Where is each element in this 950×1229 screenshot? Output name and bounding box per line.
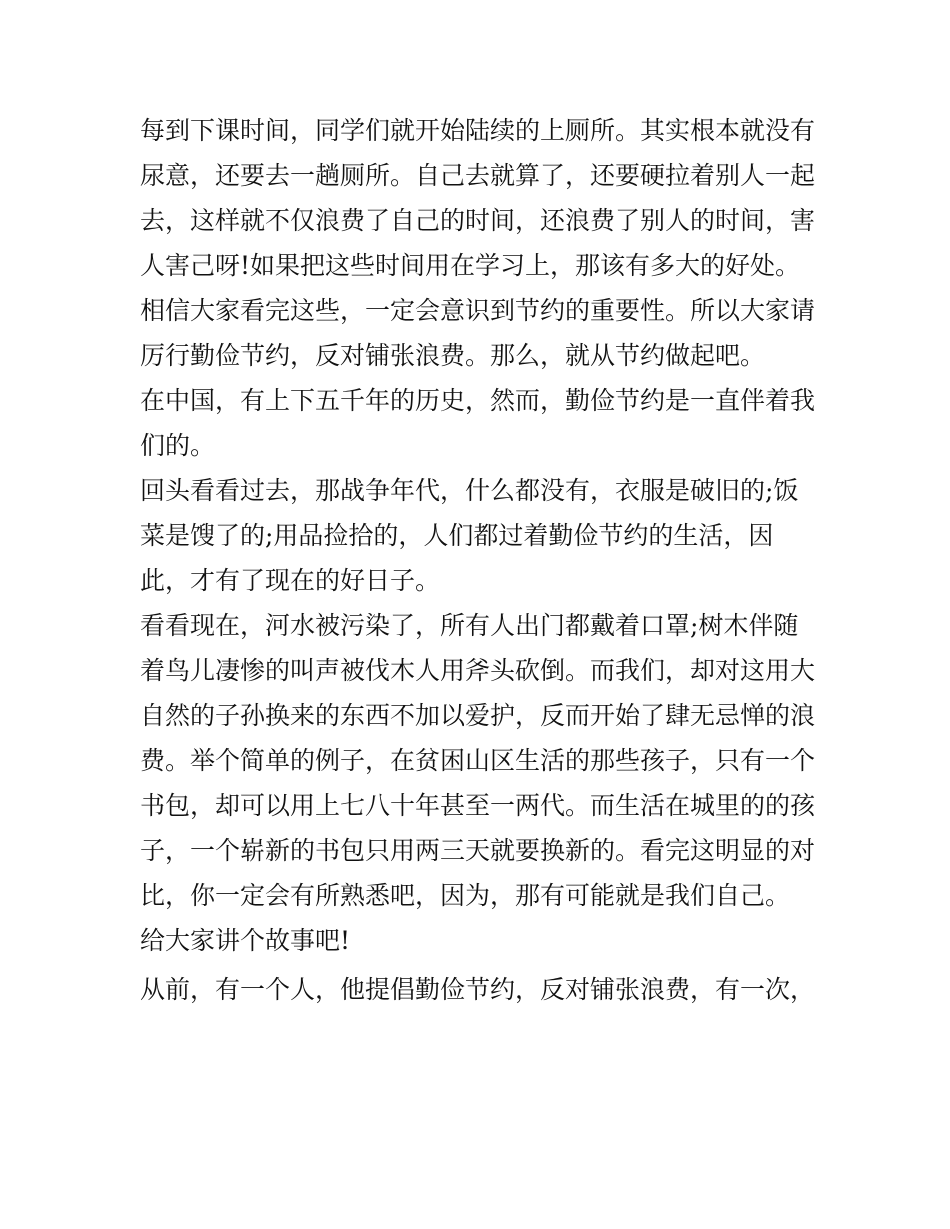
text-line: 比，你一定会有所熟悉吧，因为，那有可能就是我们自己。 [140, 881, 791, 910]
body-text [140, 108, 830, 1012]
text-line: 每到下课时间，同学们就开始陆续的上厕所。其实根本就没有 [140, 116, 816, 145]
text-line: 着鸟儿凄惨的叫声被伐木人用斧头砍倒。而我们，却对这用大 [140, 656, 816, 685]
text-line: 菜是馊了的;用品捡拾的，人们都过着勤俭节约的生活，因 [140, 521, 774, 550]
text-line: 们的。 [140, 431, 216, 460]
text-line: 相信大家看完这些，一定会意识到节约的重要性。所以大家请 [140, 296, 816, 325]
text-line: 自然的子孙换来的东西不加以爱护，反而开始了肆无忌惮的浪 [140, 701, 816, 730]
text-line: 在中国，有上下五千年的历史，然而，勤俭节约是一直伴着我 [140, 386, 816, 415]
text-line: 厉行勤俭节约，反对铺张浪费。那么，就从节约做起吧。 [140, 341, 766, 370]
text-line: 子，一个崭新的书包只用两三天就要换新的。看完这明显的对 [140, 836, 816, 865]
text-line: 看看现在，河水被污染了，所有人出门都戴着口罩;树木伴随 [140, 611, 799, 640]
text-line: 费。举个简单的例子，在贫困山区生活的那些孩子，只有一个 [140, 746, 816, 775]
text-line: 此，才有了现在的好日子。 [140, 566, 441, 595]
text-line: 从前，有一个人，他提倡勤俭节约，反对铺张浪费，有一次， [140, 975, 816, 1004]
text-line: 回头看看过去，那战争年代，什么都没有，衣服是破旧的;饭 [140, 476, 799, 505]
text-line: 书包，却可以用上七八十年甚至一两代。而生活在城里的的孩 [140, 791, 816, 820]
text-line: 去，这样就不仅浪费了自己的时间，还浪费了别人的时间，害 [140, 206, 816, 235]
text-line: 尿意，还要去一趟厕所。自己去就算了，还要硬拉着别人一起 [140, 161, 816, 190]
text-line: 人害己呀!如果把这些时间用在学习上，那该有多大的好处。 [140, 251, 801, 280]
text-line: 给大家讲个故事吧! [140, 926, 351, 955]
